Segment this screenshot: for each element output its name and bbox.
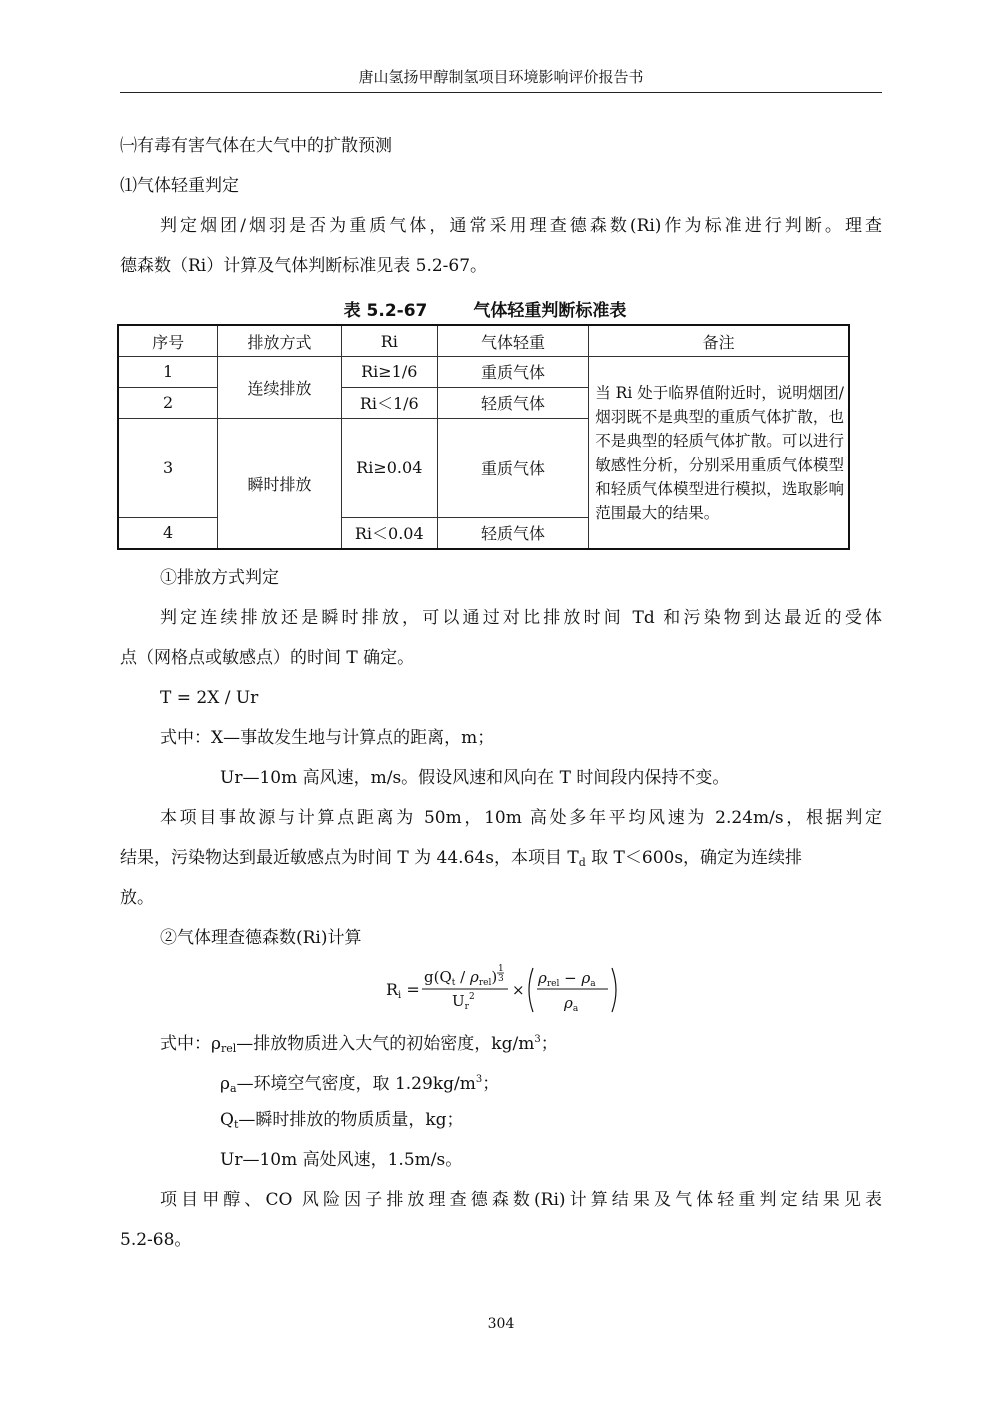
td-subscript: d: [578, 856, 586, 869]
result-line-1: [160, 808, 882, 828]
def-rho-rel-b: —排放物质进入大气的初始密度，kg/m: [236, 1034, 535, 1054]
conclusion-line-1-text: 项目甲醇、CO 风险因子排放理查德森数(Ri)计算结果及气体轻重判定结果见表: [160, 1190, 882, 1210]
def-rho-rel-a: 式中：ρ: [160, 1034, 221, 1054]
cell-ri: Ri＜0.04: [341, 517, 437, 549]
cell-mode: 连续排放: [218, 357, 342, 419]
mode-para-line-1: [160, 608, 882, 628]
def-rho-a-b: —环境空气密度，取 1.29kg/m: [236, 1074, 476, 1094]
ri-heading: ②气体理查德森数(Ri)计算: [160, 928, 362, 948]
def-qt-a: Q: [220, 1110, 234, 1130]
table-row: [118, 357, 849, 388]
intro-line-1-text: 判定烟团/烟羽是否为重质气体，通常采用理查德森数(Ri)作为标准进行判断。理查: [160, 216, 882, 236]
gas-weight-table: [117, 324, 850, 550]
section-heading: ㈠有毒有害气体在大气中的扩散预测: [120, 136, 392, 156]
svg-text:Ur2: $U_r^2$: [452, 992, 475, 1012]
def-rho-a-a: ρ: [220, 1074, 230, 1094]
cell-ri: Ri≥0.04: [341, 418, 437, 517]
def-rho-a-c: ；: [482, 1074, 500, 1094]
def-qt-b: —瞬时排放的物质质量，kg；: [238, 1110, 464, 1130]
def-rho-rel: [160, 1030, 922, 1059]
svg-text:Ri =: Ri =: [386, 980, 420, 1001]
cell-ri: Ri＜1/6: [341, 387, 437, 418]
table-caption-title: 气体轻重判断标准表: [473, 301, 627, 321]
cell-note: 当 Ri 处于临界值附近时，说明烟团/烟羽既不是典型的重质气体扩散，也不是典型的轻质气体扩散。可以进行敏感性分析，分别采用重质气体模型和轻质气体模型进行模拟，选取影响范围最大的结果。: [589, 357, 849, 550]
mode-heading: ①排放方式判定: [160, 568, 279, 588]
cubic-superscript: 3: [475, 1074, 483, 1085]
page-number: 304: [487, 1316, 515, 1332]
def-rho-rel-c: ；: [540, 1034, 558, 1054]
def-qt: [220, 1110, 982, 1135]
result-line-2-a: 结果，污染物达到最近敏感点为时间 T 为 44.64s，本项目 T: [120, 848, 579, 868]
result-line-3: 放。: [120, 888, 154, 908]
cell-ri: Ri≥1/6: [341, 357, 437, 388]
cell-type: 轻质气体: [437, 517, 589, 549]
conclusion-line-1: [160, 1190, 882, 1210]
where-ur: Ur—10m 高风速，m/s。假设风速和风向在 T 时间段内保持不变。: [220, 768, 730, 788]
cell-mode: 瞬时排放: [218, 418, 342, 549]
cell-type: 轻质气体: [437, 387, 589, 418]
mode-para-line-1-text: 判定连续排放还是瞬时排放，可以通过对比排放时间 Td 和污染物到达最近的受体: [160, 608, 882, 628]
header-cell-mode: 排放方式: [218, 325, 342, 357]
header-rule: [120, 92, 882, 93]
result-line-2: [120, 848, 882, 873]
svg-text:ρa: $\rho_a$: [564, 994, 579, 1014]
def-rho-a: [220, 1070, 982, 1099]
svg-text:3: 3: [498, 974, 504, 984]
rel-subscript: rel: [221, 1042, 237, 1055]
header-cell-ri: Ri: [341, 325, 437, 357]
cell-type: 重质气体: [437, 357, 589, 388]
formula-t: T = 2X / Ur: [160, 688, 259, 708]
svg-text:g(Qt / ρrel): $g(Q_t / \rho_{rel})$: [424, 968, 498, 988]
conclusion-line-2: 5.2-68。: [120, 1230, 192, 1250]
intro-line-2: 德森数（Ri）计算及气体判断标准见表 5.2-67。: [120, 256, 488, 276]
def-ur: Ur—10m 高处风速，1.5m/s。: [220, 1150, 463, 1170]
svg-text:1: 1: [498, 964, 504, 974]
header-cell-note: 备注: [589, 325, 849, 357]
svg-text:×: ×: [512, 981, 525, 999]
cubic-superscript: 3: [534, 1034, 541, 1045]
cell-no: 2: [118, 387, 218, 418]
where-x: 式中：X—事故发生地与计算点的距离，m；: [160, 728, 495, 748]
t-subscript: t: [233, 1118, 239, 1131]
cell-type: 重质气体: [437, 418, 589, 517]
cell-no: 4: [118, 517, 218, 549]
cell-no: 3: [118, 418, 218, 517]
table-header-row: [118, 325, 849, 357]
cell-no: 1: [118, 357, 218, 388]
header-title: 唐山氢扬甲醇制氢项目环境影响评价报告书: [358, 68, 644, 86]
mode-para-line-2: 点（网格点或敏感点）的时间 T 确定。: [120, 648, 415, 668]
a-subscript: a: [230, 1082, 237, 1095]
ri-formula: [386, 962, 626, 1018]
section-subheading: ⑴气体轻重判定: [120, 176, 239, 196]
intro-line-1: [160, 216, 882, 236]
result-line-1-text: 本项目事故源与计算点距离为 50m，10m 高处多年平均风速为 2.24m/s，根据判定: [160, 808, 882, 828]
table-caption-number: 表 5.2-67: [343, 301, 428, 321]
result-line-2-b: 取 T＜600s，确定为连续排: [585, 848, 803, 868]
header-cell-no: 序号: [118, 325, 218, 357]
header-cell-type: 气体轻重: [437, 325, 589, 357]
svg-text:ρrel − ρa: $\rho_{rel} - \rho_a$: [538, 969, 596, 989]
table-caption: [120, 296, 850, 321]
